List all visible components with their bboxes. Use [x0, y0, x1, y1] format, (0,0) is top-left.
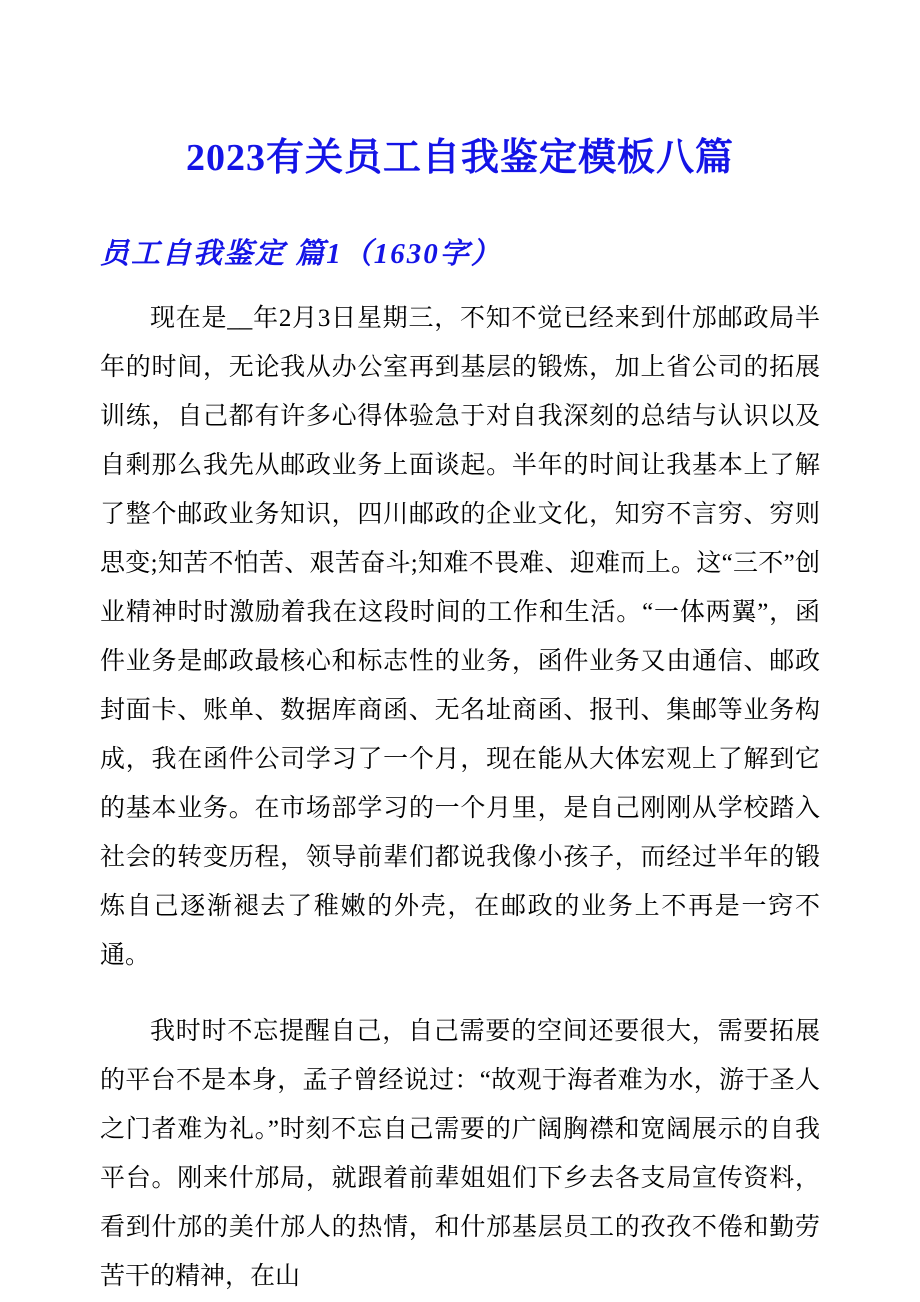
section-heading: 员工自我鉴定 篇1（1630字） [100, 238, 502, 270]
body-paragraph: 我时时不忘提醒自己，自己需要的空间还要很大，需要拓展的平台不是本身，孟子曾经说过：“故观于海者难为水，游于圣人之门者难为礼。”时刻不忘自己需要的广阔胸襟和宽阔展示的自我平台。刚来什邡局，就跟着前辈姐姐们下乡去各支局宣传资料，看到什邡的美什邡人的热情，和什邡基层员工的孜孜不倦和勤劳苦干的精神，在山 [100, 1018, 820, 1290]
document-body [0, 294, 920, 1301]
body-paragraph: 现在是__年2月3日星期三，不知不觉已经来到什邡邮政局半年的时间，无论我从办公室再到基层的锻炼，加上省公司的拓展训练，自己都有许多心得体验急于对自我深刻的总结与认识以及自剩那么我先从邮政业务上面谈起。半年的时间让我基本上了解了整个邮政业务知识，四川邮政的企业文化，知穷不言穷、穷则思变;知苦不怕苦、艰苦奋斗;知难不畏难、迎难而上。这“三不”创业精神时时激励着我在这段时间的工作和生活。“一体两翼”，函件业务是邮政最核心和标志性的业务，函件业务又由通信、邮政封面卡、账单、数据库商函、无名址商函、报刊、集邮等业务构成，我在函件公司学习了一个月，现在能从大体宏观上了解到它的基本业务。在市场部学习的一个月里，是自己刚刚从学校踏入社会的转变历程，领导前辈们都说我像小孩子，而经过半年的锻炼自己逐渐褪去了稚嫩的外壳，在邮政的业务上不再是一窍不通。 [100, 305, 820, 969]
document-title: 2023有关员工自我鉴定模板八篇 [185, 137, 734, 179]
